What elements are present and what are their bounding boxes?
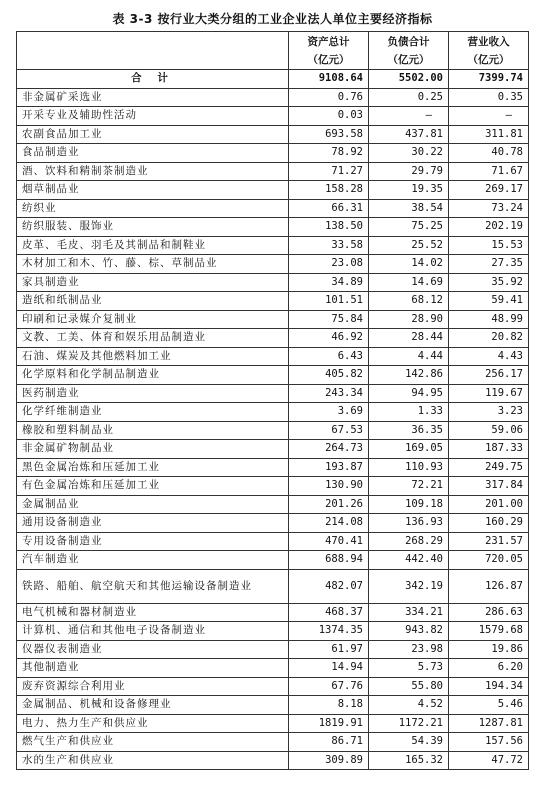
table-row: [17, 640, 529, 659]
liabilities-cell: 334.21: [369, 603, 449, 622]
liabilities-cell: 109.18: [369, 495, 449, 514]
industry-name-cell: 计算机、通信和其他电子设备制造业: [17, 622, 289, 641]
table-row: [17, 440, 529, 459]
revenue-cell: 201.00: [449, 495, 529, 514]
table-row: [17, 751, 529, 770]
liabilities-cell: 943.82: [369, 622, 449, 641]
table-container: [16, 31, 528, 770]
liabilities-cell: 68.12: [369, 292, 449, 311]
table-row: [17, 347, 529, 366]
industry-name-cell: 文教、工美、体育和娱乐用品制造业: [17, 329, 289, 348]
industry-name-cell: 木材加工和木、竹、藤、棕、草制品业: [17, 255, 289, 274]
total-row: [17, 70, 529, 89]
revenue-cell: 27.35: [449, 255, 529, 274]
industry-name-cell: 印刷和记录媒介复制业: [17, 310, 289, 329]
total-liabilities: 5502.00: [369, 70, 449, 89]
revenue-cell: 73.24: [449, 199, 529, 218]
revenue-cell: 256.17: [449, 366, 529, 385]
table-row: [17, 125, 529, 144]
table-row: [17, 366, 529, 385]
table-row: [17, 273, 529, 292]
assets-cell: 693.58: [289, 125, 369, 144]
assets-cell: 3.69: [289, 403, 369, 422]
industry-name-cell: 专用设备制造业: [17, 532, 289, 551]
liabilities-cell: 165.32: [369, 751, 449, 770]
industry-header-cell: [17, 32, 289, 70]
industry-name-cell: 仪器仪表制造业: [17, 640, 289, 659]
revenue-cell: 157.56: [449, 733, 529, 752]
liabilities-cell: 14.69: [369, 273, 449, 292]
assets-cell: 61.97: [289, 640, 369, 659]
assets-cell: 0.03: [289, 107, 369, 126]
liabilities-cell: 28.44: [369, 329, 449, 348]
liabilities-cell: 29.79: [369, 162, 449, 181]
liabilities-cell: 75.25: [369, 218, 449, 237]
industry-name-cell: 其他制造业: [17, 659, 289, 678]
revenue-cell: —: [449, 107, 529, 126]
revenue-cell: 187.33: [449, 440, 529, 459]
assets-cell: 34.89: [289, 273, 369, 292]
industry-name-cell: 开采专业及辅助性活动: [17, 107, 289, 126]
column-unit-revenue: （亿元）: [449, 52, 529, 70]
industry-name-cell: 废弃资源综合利用业: [17, 677, 289, 696]
revenue-cell: 59.06: [449, 421, 529, 440]
table-row: [17, 714, 529, 733]
assets-cell: 468.37: [289, 603, 369, 622]
industry-name-cell: 食品制造业: [17, 144, 289, 163]
assets-cell: 470.41: [289, 532, 369, 551]
industry-name-cell: 皮革、毛皮、羽毛及其制品和制鞋业: [17, 236, 289, 255]
liabilities-cell: 268.29: [369, 532, 449, 551]
assets-cell: 78.92: [289, 144, 369, 163]
liabilities-cell: 28.90: [369, 310, 449, 329]
assets-cell: 23.08: [289, 255, 369, 274]
liabilities-cell: 25.52: [369, 236, 449, 255]
table-row: [17, 458, 529, 477]
table-row: [17, 659, 529, 678]
assets-cell: 264.73: [289, 440, 369, 459]
revenue-cell: 269.17: [449, 181, 529, 200]
total-label: 合 计: [17, 70, 289, 89]
liabilities-cell: 437.81: [369, 125, 449, 144]
assets-cell: 214.08: [289, 514, 369, 533]
industry-name-cell: 化学纤维制造业: [17, 403, 289, 422]
industry-name-cell: 酒、饮料和精制茶制造业: [17, 162, 289, 181]
assets-cell: 138.50: [289, 218, 369, 237]
revenue-cell: 1287.81: [449, 714, 529, 733]
revenue-cell: 249.75: [449, 458, 529, 477]
assets-cell: 66.31: [289, 199, 369, 218]
column-unit-assets: （亿元）: [289, 52, 369, 70]
assets-cell: 14.94: [289, 659, 369, 678]
industry-name-cell: 通用设备制造业: [17, 514, 289, 533]
assets-cell: 67.76: [289, 677, 369, 696]
industry-name-cell: 燃气生产和供应业: [17, 733, 289, 752]
table-row: [17, 236, 529, 255]
table-row: [17, 569, 529, 603]
industry-name-cell: 家具制造业: [17, 273, 289, 292]
revenue-cell: 15.53: [449, 236, 529, 255]
assets-cell: 193.87: [289, 458, 369, 477]
liabilities-cell: 4.44: [369, 347, 449, 366]
revenue-cell: 720.05: [449, 551, 529, 570]
table-row: [17, 733, 529, 752]
assets-cell: 8.18: [289, 696, 369, 715]
table-row: [17, 495, 529, 514]
revenue-cell: 40.78: [449, 144, 529, 163]
assets-cell: 201.26: [289, 495, 369, 514]
liabilities-cell: 94.95: [369, 384, 449, 403]
assets-cell: 0.76: [289, 88, 369, 107]
liabilities-cell: 36.35: [369, 421, 449, 440]
industry-name-cell: 电力、热力生产和供应业: [17, 714, 289, 733]
assets-cell: 67.53: [289, 421, 369, 440]
liabilities-cell: 169.05: [369, 440, 449, 459]
liabilities-cell: 142.86: [369, 366, 449, 385]
revenue-cell: 202.19: [449, 218, 529, 237]
revenue-cell: 4.43: [449, 347, 529, 366]
revenue-cell: 119.67: [449, 384, 529, 403]
total-revenue: 7399.74: [449, 70, 529, 89]
assets-cell: 6.43: [289, 347, 369, 366]
column-header-assets: 资产总计: [289, 32, 369, 53]
liabilities-cell: 54.39: [369, 733, 449, 752]
table-row: [17, 514, 529, 533]
table-row: [17, 199, 529, 218]
industry-name-cell: 铁路、船舶、航空航天和其他运输设备制造业: [17, 569, 289, 603]
revenue-cell: 5.46: [449, 696, 529, 715]
industry-name-cell: 纺织业: [17, 199, 289, 218]
revenue-cell: 71.67: [449, 162, 529, 181]
assets-cell: 1374.35: [289, 622, 369, 641]
table-row: [17, 292, 529, 311]
industry-name-cell: 金属制品、机械和设备修理业: [17, 696, 289, 715]
table-row: [17, 88, 529, 107]
liabilities-cell: 0.25: [369, 88, 449, 107]
table-row: [17, 603, 529, 622]
revenue-cell: 286.63: [449, 603, 529, 622]
assets-cell: 101.51: [289, 292, 369, 311]
total-assets: 9108.64: [289, 70, 369, 89]
table-row: [17, 107, 529, 126]
table-row: [17, 162, 529, 181]
table-row: [17, 384, 529, 403]
table-row: [17, 181, 529, 200]
assets-cell: 130.90: [289, 477, 369, 496]
table-row: [17, 329, 529, 348]
industry-name-cell: 烟草制品业: [17, 181, 289, 200]
economic-indicators-table: [16, 31, 529, 770]
revenue-cell: 3.23: [449, 403, 529, 422]
revenue-cell: 48.99: [449, 310, 529, 329]
industry-name-cell: 黑色金属冶炼和压延加工业: [17, 458, 289, 477]
revenue-cell: 311.81: [449, 125, 529, 144]
revenue-cell: 19.86: [449, 640, 529, 659]
liabilities-cell: 1.33: [369, 403, 449, 422]
revenue-cell: 6.20: [449, 659, 529, 678]
industry-name-cell: 化学原料和化学制品制造业: [17, 366, 289, 385]
industry-name-cell: 橡胶和塑料制品业: [17, 421, 289, 440]
table-row: [17, 144, 529, 163]
table-row: [17, 421, 529, 440]
column-header-revenue: 营业收入: [449, 32, 529, 53]
table-row: [17, 310, 529, 329]
revenue-cell: 194.34: [449, 677, 529, 696]
revenue-cell: 59.41: [449, 292, 529, 311]
assets-cell: 243.34: [289, 384, 369, 403]
revenue-cell: 1579.68: [449, 622, 529, 641]
revenue-cell: 160.29: [449, 514, 529, 533]
table-row: [17, 403, 529, 422]
column-unit-liabilities: （亿元）: [369, 52, 449, 70]
liabilities-cell: —: [369, 107, 449, 126]
industry-name-cell: 农副食品加工业: [17, 125, 289, 144]
table-row: [17, 696, 529, 715]
revenue-cell: 0.35: [449, 88, 529, 107]
revenue-cell: 317.84: [449, 477, 529, 496]
column-header-liabilities: 负债合计: [369, 32, 449, 53]
industry-name-cell: 水的生产和供应业: [17, 751, 289, 770]
liabilities-cell: 1172.21: [369, 714, 449, 733]
industry-name-cell: 非金属矿物制品业: [17, 440, 289, 459]
liabilities-cell: 342.19: [369, 569, 449, 603]
table-row: [17, 551, 529, 570]
assets-cell: 405.82: [289, 366, 369, 385]
industry-name-cell: 造纸和纸制品业: [17, 292, 289, 311]
liabilities-cell: 30.22: [369, 144, 449, 163]
industry-name-cell: 金属制品业: [17, 495, 289, 514]
assets-cell: 482.07: [289, 569, 369, 603]
industry-name-cell: 纺织服装、服饰业: [17, 218, 289, 237]
liabilities-cell: 72.21: [369, 477, 449, 496]
table-row: [17, 477, 529, 496]
assets-cell: 71.27: [289, 162, 369, 181]
liabilities-cell: 55.80: [369, 677, 449, 696]
assets-cell: 1819.91: [289, 714, 369, 733]
revenue-cell: 35.92: [449, 273, 529, 292]
assets-cell: 86.71: [289, 733, 369, 752]
assets-cell: 75.84: [289, 310, 369, 329]
liabilities-cell: 23.98: [369, 640, 449, 659]
assets-cell: 33.58: [289, 236, 369, 255]
assets-cell: 688.94: [289, 551, 369, 570]
industry-name-cell: 汽车制造业: [17, 551, 289, 570]
liabilities-cell: 136.93: [369, 514, 449, 533]
table-row: [17, 255, 529, 274]
liabilities-cell: 5.73: [369, 659, 449, 678]
revenue-cell: 126.87: [449, 569, 529, 603]
assets-cell: 46.92: [289, 329, 369, 348]
table-row: [17, 677, 529, 696]
revenue-cell: 20.82: [449, 329, 529, 348]
industry-name-cell: 有色金属冶炼和压延加工业: [17, 477, 289, 496]
table-row: [17, 532, 529, 551]
industry-name-cell: 石油、煤炭及其他燃料加工业: [17, 347, 289, 366]
revenue-cell: 47.72: [449, 751, 529, 770]
liabilities-cell: 19.35: [369, 181, 449, 200]
assets-cell: 158.28: [289, 181, 369, 200]
table-row: [17, 622, 529, 641]
assets-cell: 309.89: [289, 751, 369, 770]
liabilities-cell: 4.52: [369, 696, 449, 715]
liabilities-cell: 442.40: [369, 551, 449, 570]
liabilities-cell: 38.54: [369, 199, 449, 218]
liabilities-cell: 110.93: [369, 458, 449, 477]
revenue-cell: 231.57: [449, 532, 529, 551]
table-row: [17, 218, 529, 237]
industry-name-cell: 医药制造业: [17, 384, 289, 403]
industry-name-cell: 非金属矿采选业: [17, 88, 289, 107]
table-title: 表 3-3 按行业大类分组的工业企业法人单位主要经济指标: [112, 12, 433, 26]
industry-name-cell: 电气机械和器材制造业: [17, 603, 289, 622]
liabilities-cell: 14.02: [369, 255, 449, 274]
